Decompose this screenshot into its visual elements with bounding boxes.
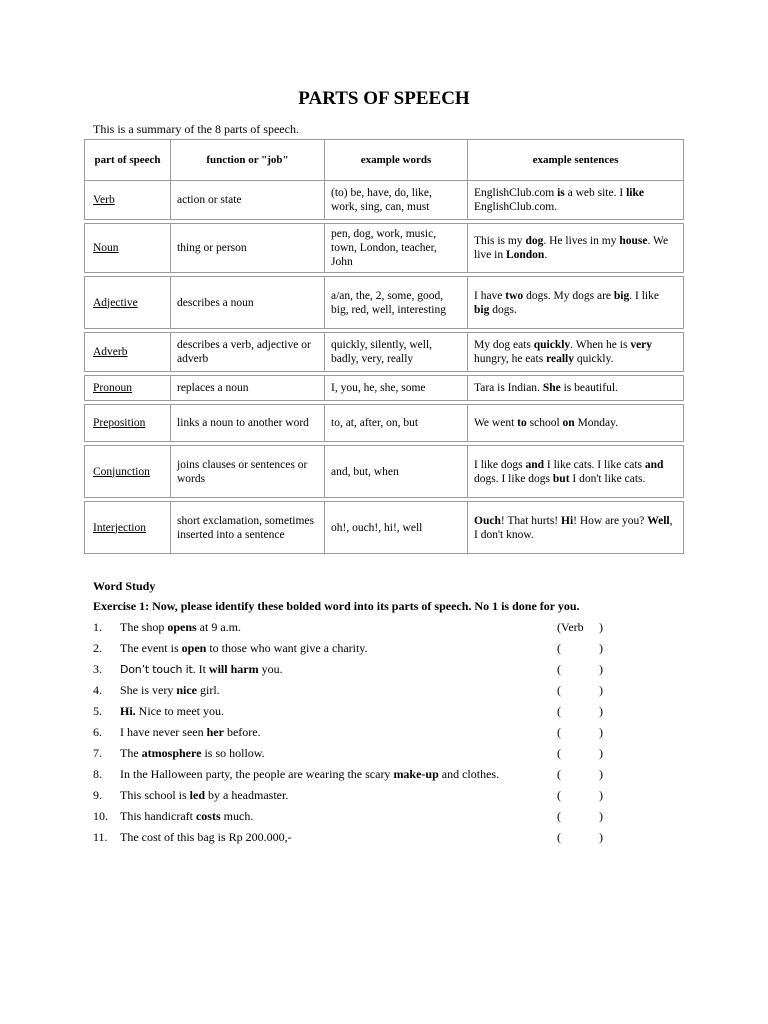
text-run: school	[526, 417, 563, 429]
exercise-item	[93, 620, 633, 641]
table-row	[85, 446, 684, 498]
open-paren: (	[557, 767, 561, 781]
example-words-cell: pen, dog, work, music, town, London, teacher, John	[325, 224, 468, 273]
part-of-speech-link[interactable]: Conjunction	[85, 446, 171, 498]
table-row	[85, 224, 684, 273]
text-run: girl.	[197, 683, 220, 697]
part-of-speech-link[interactable]: Preposition	[85, 405, 171, 442]
bold-word: but	[552, 472, 570, 485]
item-number: 9.	[93, 788, 102, 802]
bold-word: to	[517, 417, 527, 429]
example-sentence-cell	[468, 181, 684, 220]
text-run: This school is	[120, 788, 190, 802]
exercise-item	[93, 767, 633, 788]
text-run: We went	[474, 417, 518, 429]
bold-word: very	[630, 339, 653, 351]
answer-value: Verb	[561, 620, 584, 634]
text-run: Monday.	[574, 417, 619, 429]
bold-word: on	[562, 417, 575, 429]
item-sentence	[120, 830, 292, 844]
bold-word: big	[474, 303, 490, 316]
table-row	[85, 277, 684, 329]
example-sentence-cell	[468, 333, 684, 372]
part-of-speech-link[interactable]: Interjection	[85, 502, 171, 554]
example-words-cell: quickly, silently, well, badly, very, really	[325, 333, 468, 372]
table-body	[85, 181, 684, 554]
text-run: Nice to meet you.	[135, 704, 224, 718]
page-title: PARTS OF SPEECH	[298, 88, 470, 109]
text-run: In the Halloween party, the people are wearing the scary	[120, 767, 394, 781]
example-sentence-cell	[468, 502, 684, 554]
bold-word: make-up	[393, 767, 439, 781]
bold-word: dog	[525, 235, 544, 247]
function-cell: replaces a noun	[171, 376, 325, 401]
function-cell: thing or person	[171, 224, 325, 273]
text-run: before.	[223, 725, 261, 739]
item-sentence	[120, 809, 253, 823]
text-run: . It	[192, 662, 209, 676]
text-run: at 9 a.m.	[196, 620, 241, 634]
part-of-speech-link[interactable]: Pronoun	[85, 376, 171, 401]
bold-word: like	[626, 187, 644, 199]
bold-word: really	[546, 353, 574, 365]
text-run: a web site. I	[564, 187, 627, 199]
bold-word: atmosphere	[141, 746, 202, 760]
close-paren: )	[599, 641, 603, 655]
answer-blank[interactable]	[557, 809, 603, 823]
close-paren: )	[599, 725, 603, 739]
function-cell: short exclamation, sometimes inserted into a sentence	[171, 502, 325, 554]
text-run: is beautiful.	[560, 382, 618, 394]
text-run: EnglishClub.com	[474, 187, 558, 199]
text-run: is so hollow.	[201, 746, 265, 760]
text-run: , I don't know.	[474, 514, 673, 541]
item-sentence	[120, 767, 499, 781]
answer-blank[interactable]	[557, 662, 603, 676]
answer-blank[interactable]	[557, 641, 603, 655]
text-run: . I like	[629, 289, 659, 302]
text-run: This is my	[474, 235, 526, 247]
text-run: My dog eats	[474, 339, 534, 351]
text-run: you.	[258, 662, 283, 676]
item-number: 10.	[93, 809, 108, 823]
close-paren: )	[599, 662, 603, 676]
item-number: 6.	[93, 725, 102, 739]
bold-word: big	[613, 289, 630, 302]
open-paren: (	[557, 704, 561, 718]
item-sentence	[120, 725, 261, 739]
text-run: dogs.	[489, 303, 517, 316]
header-example-sentences: example sentences	[468, 140, 684, 181]
table-row	[85, 376, 684, 401]
exercise-item	[93, 662, 633, 683]
exercise-item	[93, 809, 633, 830]
item-number: 8.	[93, 767, 102, 781]
item-sentence	[120, 620, 241, 634]
text-run: The	[120, 746, 142, 760]
open-paren: (	[557, 620, 561, 634]
header-example-words: example words	[325, 140, 468, 181]
open-paren: (	[557, 788, 561, 802]
function-cell: links a noun to another word	[171, 405, 325, 442]
part-of-speech-link[interactable]: Verb	[85, 181, 171, 220]
item-number: 7.	[93, 746, 102, 760]
item-sentence	[120, 704, 224, 718]
item-sentence	[120, 788, 288, 802]
bold-word: will harm	[208, 662, 259, 676]
item-sentence	[120, 746, 265, 760]
close-paren: )	[599, 704, 603, 718]
text-run: I don't like cats.	[569, 472, 646, 485]
table-header-row	[85, 140, 684, 181]
function-cell: describes a verb, adjective or adverb	[171, 333, 325, 372]
text-run: quickly.	[573, 353, 614, 365]
exercise-item	[93, 830, 633, 851]
example-sentence-cell	[468, 376, 684, 401]
table-row	[85, 181, 684, 220]
handwritten-text: Don’t touch it	[120, 663, 193, 676]
text-run: ! How are you?	[573, 514, 648, 527]
item-number: 11.	[93, 830, 108, 844]
item-number: 3.	[93, 662, 102, 676]
answer-blank[interactable]	[557, 725, 603, 739]
exercise-item	[93, 746, 633, 767]
bold-word: Hi.	[120, 704, 136, 718]
item-sentence	[120, 662, 283, 677]
item-number: 1.	[93, 620, 102, 634]
parts-of-speech-table	[84, 139, 684, 554]
function-cell: action or state	[171, 181, 325, 220]
example-words-cell: I, you, he, she, some	[325, 376, 468, 401]
part-of-speech-link[interactable]: Adjective	[85, 277, 171, 329]
open-paren: (	[557, 683, 561, 697]
example-sentence-cell	[468, 405, 684, 442]
exercise-title: Exercise 1: Now, please identify these bolded word into its parts of speech. No 1 is done for you.	[93, 599, 580, 613]
bold-word: nice	[176, 683, 197, 697]
example-sentence-cell	[468, 224, 684, 273]
text-run: The cost of this bag is Rp 200.000,-	[120, 830, 292, 844]
close-paren: )	[599, 767, 603, 781]
open-paren: (	[557, 725, 561, 739]
answer-blank[interactable]	[557, 620, 603, 634]
item-number: 5.	[93, 704, 102, 718]
text-run: The event is	[120, 641, 182, 655]
exercise-item	[93, 725, 633, 746]
bold-word: She	[542, 382, 561, 394]
bold-word: London	[505, 249, 545, 261]
example-words-cell: a/an, the, 2, some, good, big, red, well, interesting	[325, 277, 468, 329]
bold-word: and	[644, 458, 664, 471]
close-paren: )	[599, 683, 603, 697]
open-paren: (	[557, 641, 561, 655]
text-run: . When he is	[570, 339, 631, 351]
text-run: . We live in	[474, 235, 669, 261]
bold-word: her	[206, 725, 224, 739]
part-of-speech-link[interactable]: Adverb	[85, 333, 171, 372]
answer-blank[interactable]	[557, 704, 603, 718]
text-run: .	[544, 249, 548, 261]
part-of-speech-link[interactable]: Noun	[85, 224, 171, 273]
answer-blank[interactable]	[557, 683, 603, 697]
text-run: to those who want give a charity.	[206, 641, 368, 655]
text-run: I have never seen	[120, 725, 207, 739]
intro-text: This is a summary of the 8 parts of speech.	[93, 122, 299, 136]
exercise-item	[93, 641, 633, 662]
close-paren: )	[599, 809, 603, 823]
text-run: I have	[474, 289, 506, 302]
item-sentence	[120, 683, 220, 697]
answer-blank[interactable]	[557, 830, 603, 844]
open-paren: (	[557, 746, 561, 760]
close-paren: )	[599, 788, 603, 802]
bold-word: opens	[167, 620, 197, 634]
example-sentence-cell	[468, 277, 684, 329]
open-paren: (	[557, 662, 561, 676]
bold-word: costs	[195, 809, 221, 823]
text-run: . He lives in my	[543, 235, 620, 247]
example-sentence-cell	[468, 446, 684, 498]
answer-blank[interactable]	[557, 767, 603, 781]
text-run: Tara is Indian.	[474, 382, 543, 394]
text-run: dogs. I like dogs	[474, 472, 553, 485]
bold-word: led	[189, 788, 206, 802]
example-words-cell: oh!, ouch!, hi!, well	[325, 502, 468, 554]
item-number: 2.	[93, 641, 102, 655]
exercise-item	[93, 704, 633, 725]
close-paren: )	[599, 830, 603, 844]
exercise-item	[93, 788, 633, 809]
close-paren: )	[599, 620, 603, 634]
text-run: dogs. My dogs are	[523, 289, 614, 302]
exercise-item	[93, 683, 633, 704]
item-sentence	[120, 641, 368, 655]
open-paren: (	[557, 830, 561, 844]
text-run: much.	[220, 809, 254, 823]
text-run: ! That hurts!	[500, 514, 561, 527]
function-cell: describes a noun	[171, 277, 325, 329]
table-row	[85, 333, 684, 372]
header-part: part of speech	[85, 140, 171, 181]
word-study-title: Word Study	[93, 579, 156, 593]
header-function: function or "job"	[171, 140, 325, 181]
text-run: She is very	[120, 683, 177, 697]
text-run: I like dogs	[474, 458, 526, 471]
text-run: I like cats. I like cats	[543, 458, 645, 471]
open-paren: (	[557, 809, 561, 823]
table-row	[85, 502, 684, 554]
bold-word: open	[181, 641, 207, 655]
example-words-cell: and, but, when	[325, 446, 468, 498]
function-cell: joins clauses or sentences or words	[171, 446, 325, 498]
bold-word: two	[505, 289, 524, 302]
bold-word: quickly	[533, 339, 571, 351]
exercise-list	[93, 620, 633, 851]
bold-word: and	[525, 458, 544, 471]
text-run: by a headmaster.	[205, 788, 289, 802]
table-row	[85, 405, 684, 442]
answer-blank[interactable]	[557, 746, 603, 760]
bold-word: Hi	[561, 514, 574, 527]
answer-blank[interactable]	[557, 788, 603, 802]
item-number: 4.	[93, 683, 102, 697]
text-run: The shop	[120, 620, 168, 634]
example-words-cell: (to) be, have, do, like, work, sing, can, must	[325, 181, 468, 220]
close-paren: )	[599, 746, 603, 760]
text-run: This handicraft	[120, 809, 196, 823]
text-run: EnglishClub.com.	[474, 201, 558, 213]
bold-word: Ouch	[474, 514, 501, 527]
text-run: and clothes.	[438, 767, 500, 781]
bold-word: house	[619, 235, 648, 247]
text-run: hungry, he eats	[474, 353, 547, 365]
bold-word: is	[557, 187, 565, 199]
bold-word: Well	[647, 514, 670, 527]
example-words-cell: to, at, after, on, but	[325, 405, 468, 442]
